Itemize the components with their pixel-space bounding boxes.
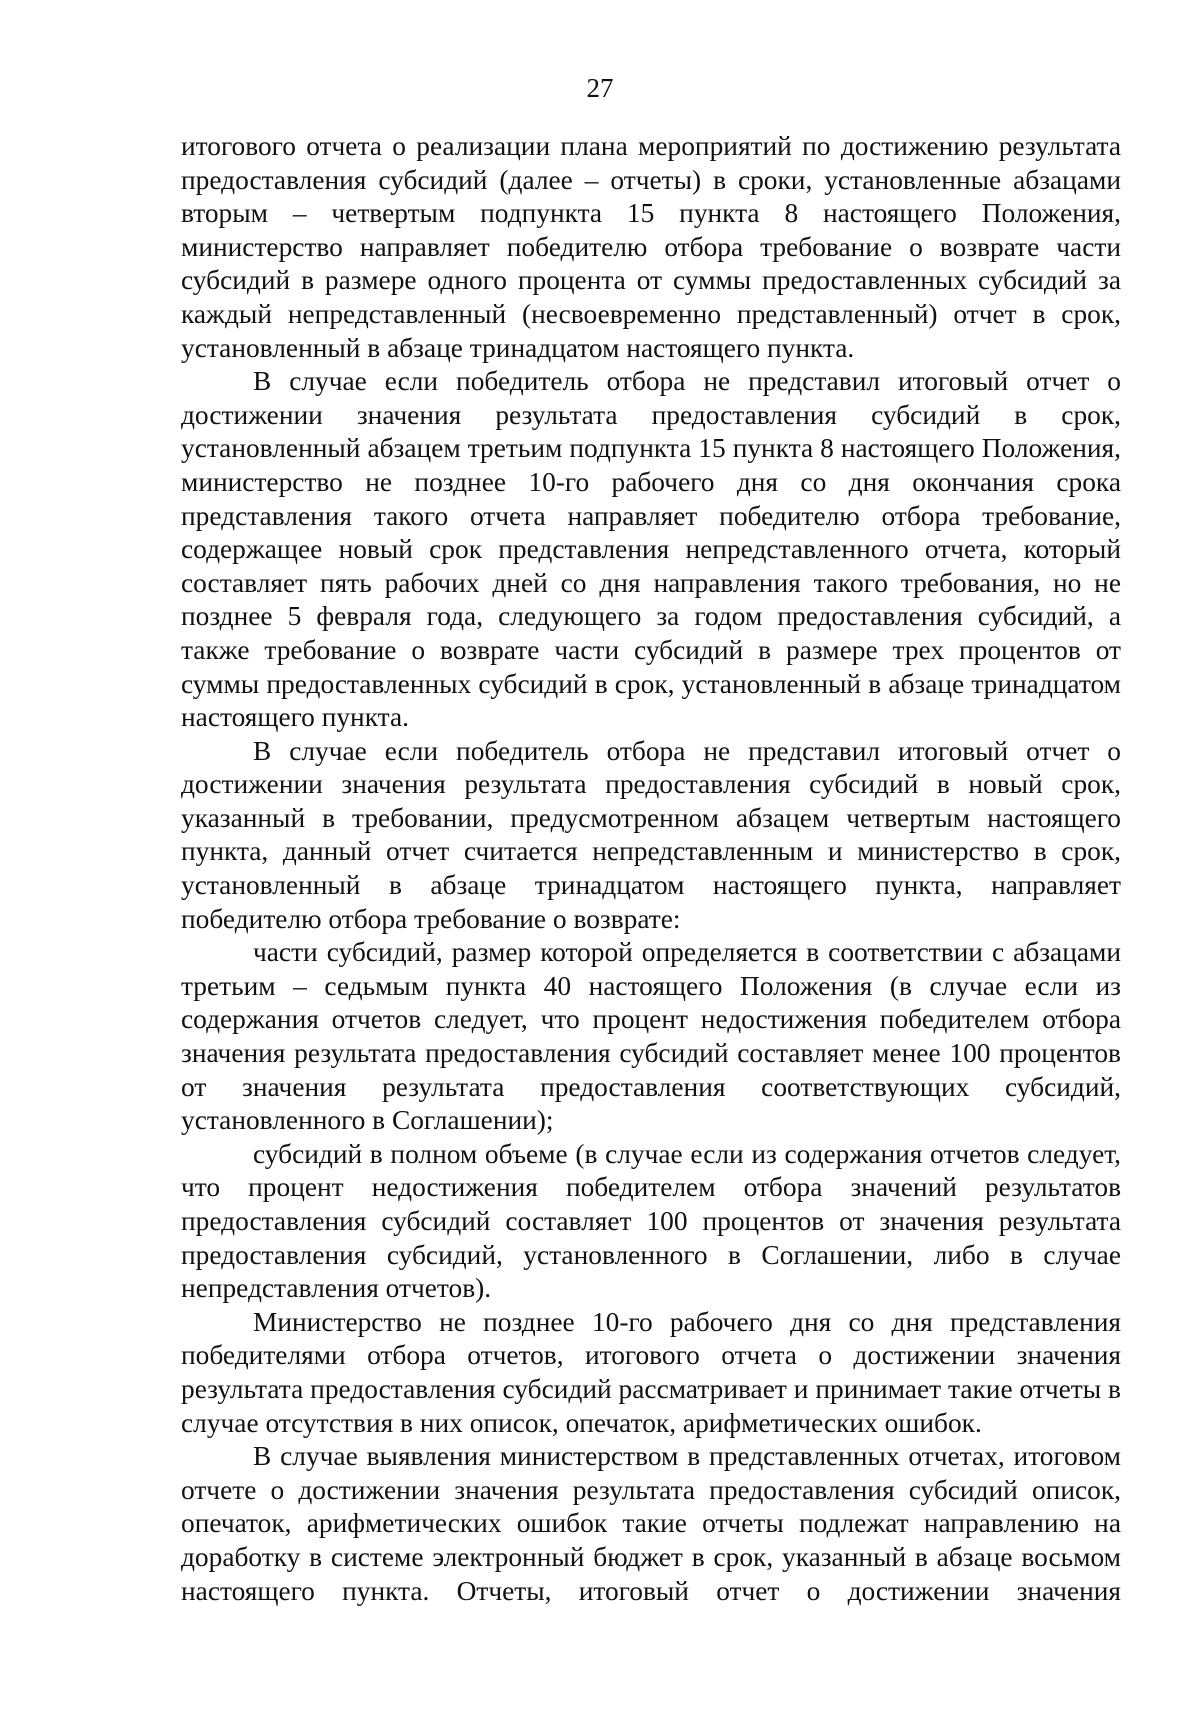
paragraph-5: субсидий в полном объеме (в случае если из содержания отчетов следует, что процент недостижения победителем отбора значений результатов предоставления субсидий составляет 100 процентов от значения результата предоставления субсидий, установленного в Соглашении, либо в случае непредставления отчетов).	[181, 1138, 1121, 1304]
paragraph-7: В случае выявления министерством в представленных отчетах, итоговом отчете о достижении значения результата предоставления субсидий описок, опечаток, арифметических ошибок такие отчеты подлежат направлению на доработку в системе электронный бюджет в срок, указанный в абзаце восьмом настоящего пункта. Отчеты, итоговый отчет о достижении значения	[181, 1441, 1121, 1606]
paragraph-6: Министерство не позднее 10-го рабочего дня со дня представления победителями отбора отчетов, итогового отчета о достижении значения результата предоставления субсидий рассматривает и принимает такие отчеты в случае отсутствия в них описок, опечаток, арифметических ошибок.	[181, 1306, 1121, 1438]
paragraph-3: В случае если победитель отбора не представил итоговый отчет о достижении значения результата предоставления субсидий в новый срок, указанный в требовании, предусмотренном абзацем четвертым настоящего пункта, данный отчет считается непредставленным и министерство в срок, установленный в абзаце тринадцатом настоящего пункта, направляет победителю отбора требование о возврате:	[181, 735, 1121, 934]
paragraph-4: части субсидий, размер которой определяется в соответствии с абзацами третьим – седьмым пункта 40 настоящего Положения (в случае если из содержания отчетов следует, что процент недостижения победителем отбора значения результата предоставления субсидий составляет менее 100 процентов от значения результата предоставления соответствующих субсидий, установленного в Соглашении);	[181, 937, 1121, 1136]
paragraph-2: В случае если победитель отбора не представил итоговый отчет о достижении значения результата предоставления субсидий в срок, установленный абзацем третьим подпункта 15 пункта 8 настоящего Положения, министерство не позднее 10-го рабочего дня со дня окончания срока представления такого отчета направляет победителю отбора требование, содержащее новый срок представления непредставленного отчета, который составляет пять рабочих дней со дня направления такого требования, но не позднее 5 февраля года, следующего за годом предоставления субсидий, а также требование о возврате части субсидий в размере трех процентов от суммы предоставленных субсидий в срок, установленный в абзаце тринадцатом настоящего пункта.	[181, 366, 1121, 733]
paragraph-1: итогового отчета о реализации плана мероприятий по достижению результата предоставления субсидий (далее – отчеты) в сроки, установленные абзацами вторым – четвертым подпункта 15 пункта 8 настоящего Положения, министерство направляет победителю отбора требование о возврате части субсидий в размере одного процента от суммы предоставленных субсидий за каждый непредставленный (несвоевременно представленный) отчет в срок, установленный в абзаце тринадцатом настоящего пункта.	[181, 131, 1121, 363]
page-number: 27	[586, 73, 614, 103]
document-body	[181, 130, 1121, 1608]
